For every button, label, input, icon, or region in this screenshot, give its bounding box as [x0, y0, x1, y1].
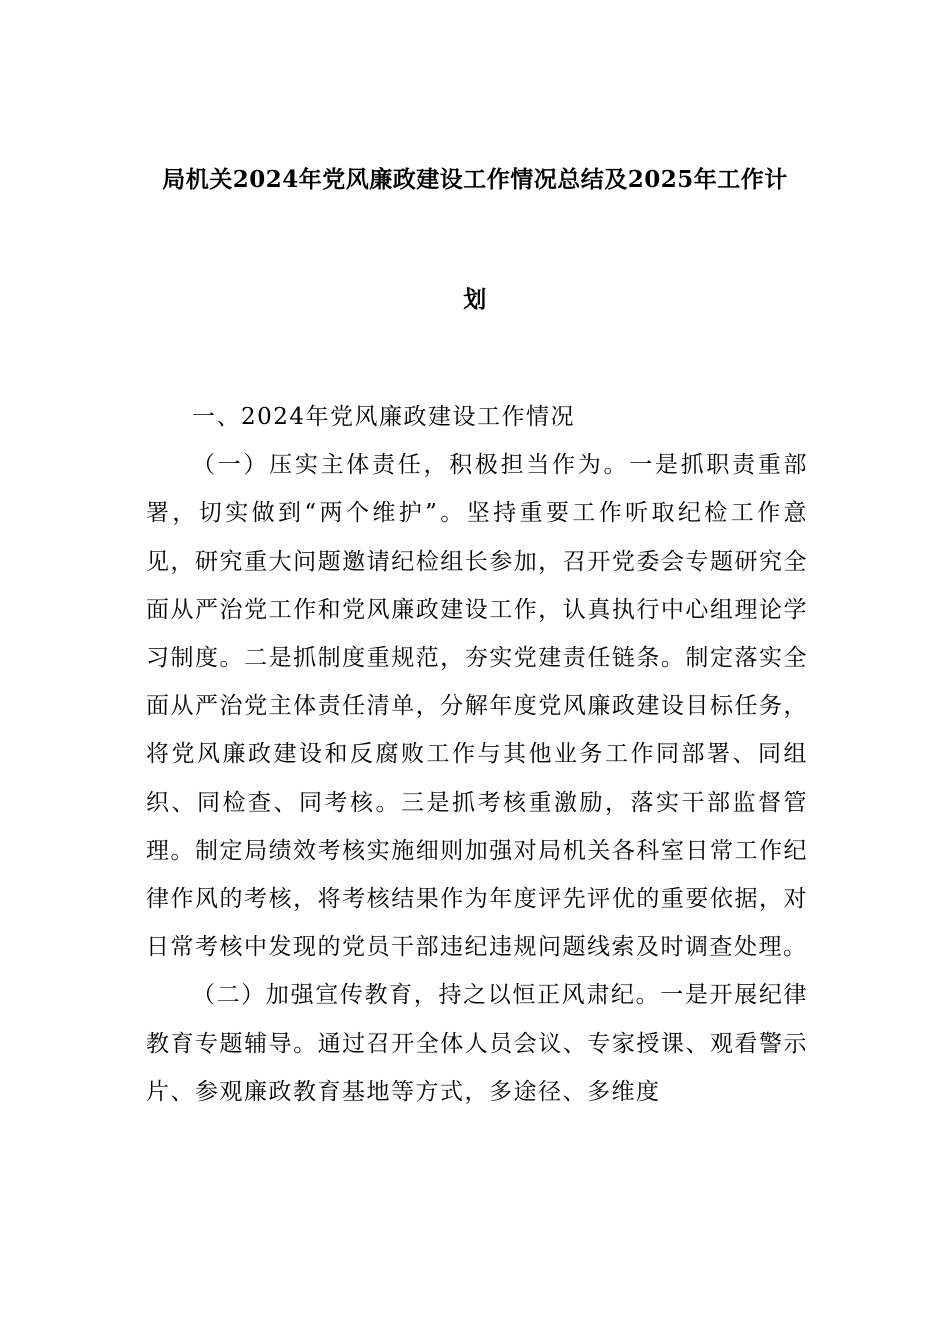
document-title-line-1: 局机关2024年党风廉政建设工作情况总结及2025年工作计	[162, 166, 788, 193]
section-heading: 一、2024年党风廉政建设工作情况	[192, 404, 576, 430]
document-body	[146, 393, 808, 1116]
paragraph-1: （一）压实主体责任，积极担当作为。一是抓职责重部署，切实做到“两个维护”。坚持重要工作听取纪检工作意见，研究重大问题邀请纪检组长参加，召开党委会专题研究全面从严治党工作和党风廉政建设工作，认真执行中心组理论学习制度。二是抓制度重规范，夯实党建责任链条。制定落实全面从严治党主体责任清单，分解年度党风廉政建设目标任务，将党风廉政建设和反腐败工作与其他业务工作同部署、同组织、同检查、同考核。三是抓考核重激励，落实干部监督管理。制定局绩效考核实施细则加强对局机关各科室日常工作纪律作风的考核，将考核结果作为年度评先评优的重要依据，对日常考核中发现的党员干部违纪违规问题线索及时调查处理。	[146, 452, 808, 961]
paragraph-2: （二）加强宣传教育，持之以恒正风肃纪。一是开展纪律教育专题辅导。通过召开全体人员会议、专家授课、观看警示片、参观廉政教育基地等方式，多途径、多维度	[146, 982, 808, 1105]
document-title-line-2: 划	[463, 286, 487, 313]
